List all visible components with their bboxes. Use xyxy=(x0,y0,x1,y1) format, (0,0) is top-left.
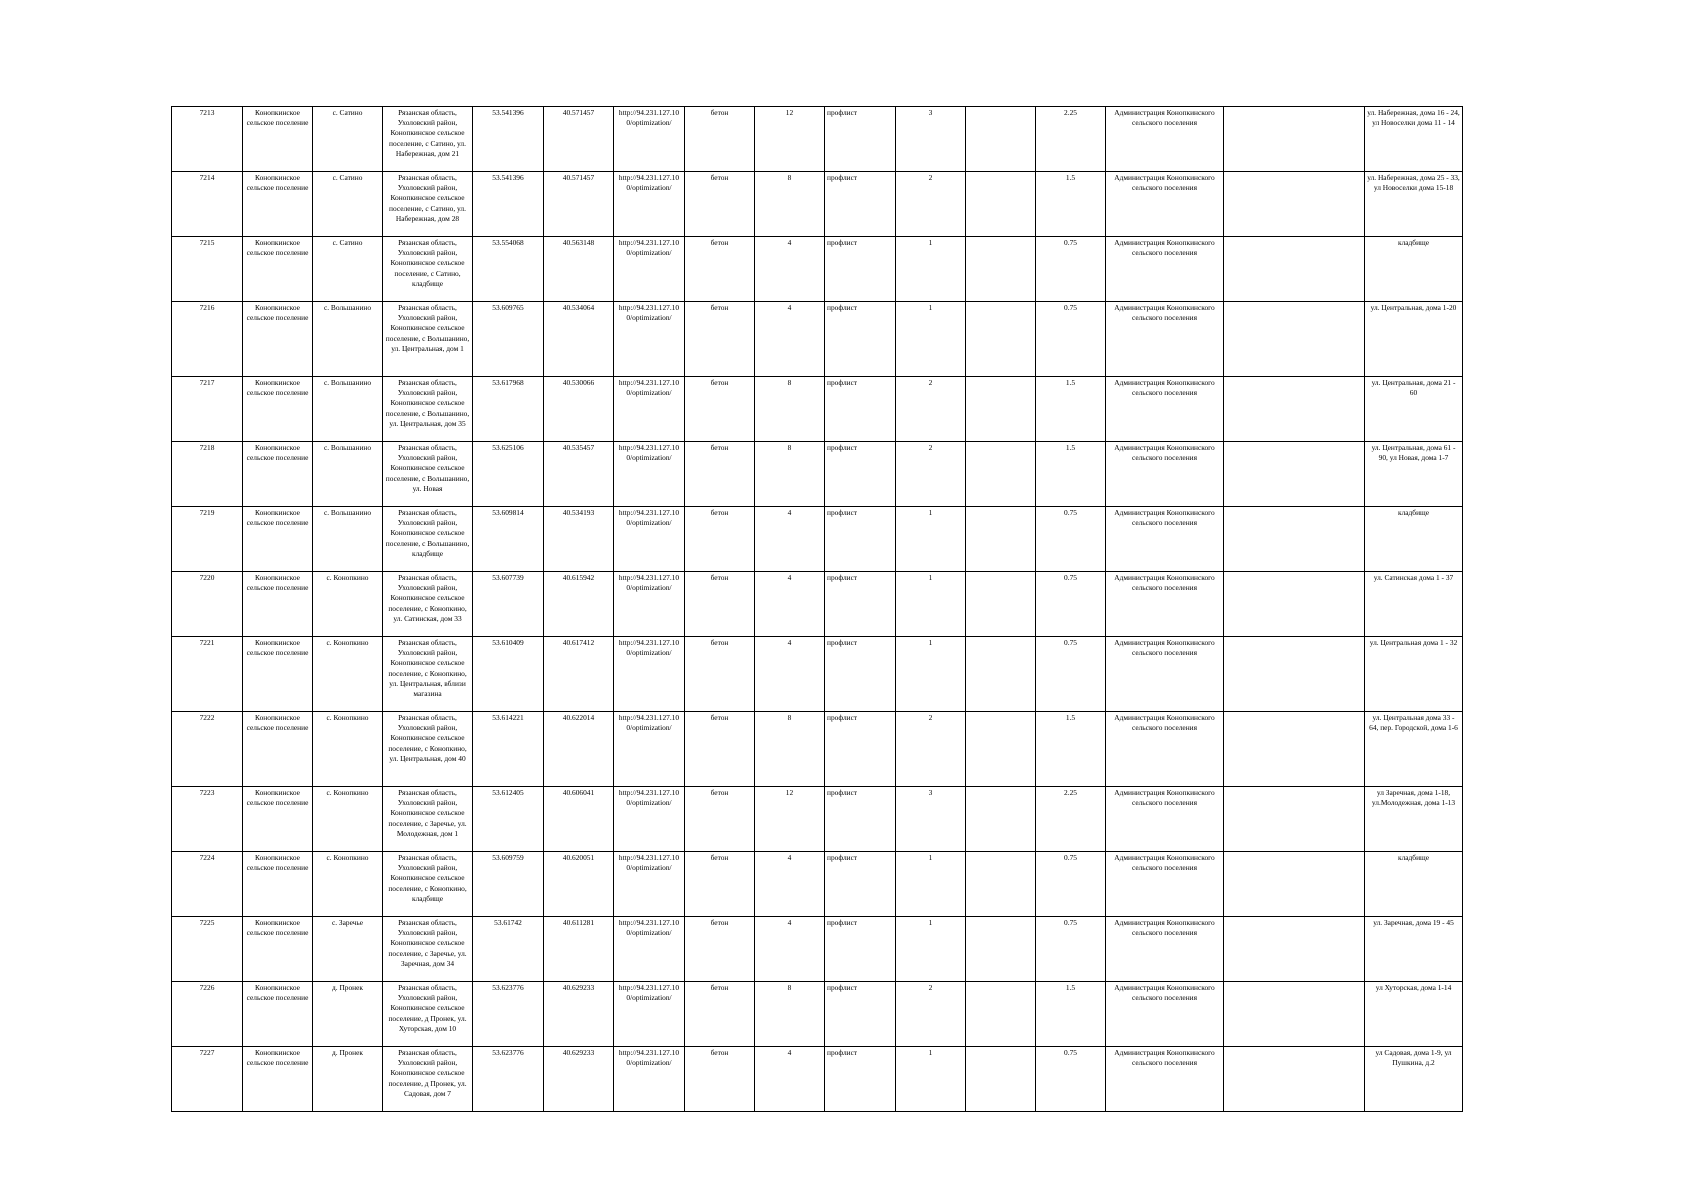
cell-surface: бетон xyxy=(685,107,755,172)
cell-area: 12 xyxy=(755,787,825,852)
cell-area: 4 xyxy=(755,637,825,712)
cell-latitude: 53.541396 xyxy=(473,172,544,237)
cell-empty xyxy=(1224,172,1365,237)
cell-empty xyxy=(966,172,1036,237)
cell-village: с. Конопкино xyxy=(313,712,383,787)
cell-owner: Администрация Конопкинского сельского поселения xyxy=(1106,712,1224,787)
cell-served: ул Садовая, дома 1-9, ул Пушкина, д.2 xyxy=(1365,1047,1463,1112)
cell-village: с. Конопкино xyxy=(313,572,383,637)
cell-number: 7227 xyxy=(172,1047,243,1112)
cell-empty xyxy=(1224,507,1365,572)
cell-latitude: 53.554068 xyxy=(473,237,544,302)
cell-settlement: Конопкинское сельское поселение xyxy=(243,302,313,377)
cell-latitude: 53.612405 xyxy=(473,787,544,852)
cell-number: 7216 xyxy=(172,302,243,377)
cell-area: 8 xyxy=(755,172,825,237)
cell-served: ул. Центральная, дома 61 - 90, ул Новая, дома 1-7 xyxy=(1365,442,1463,507)
cell-latitude: 53.61742 xyxy=(473,917,544,982)
cell-settlement: Конопкинское сельское поселение xyxy=(243,237,313,302)
cell-longitude: 40.530066 xyxy=(544,377,614,442)
table-row xyxy=(172,302,1463,377)
cell-empty xyxy=(1224,917,1365,982)
cell-area: 8 xyxy=(755,982,825,1047)
cell-area: 8 xyxy=(755,377,825,442)
cell-settlement: Конопкинское сельское поселение xyxy=(243,107,313,172)
cell-empty xyxy=(966,712,1036,787)
cell-village: с. Вольшанино xyxy=(313,442,383,507)
cell-empty xyxy=(966,1047,1036,1112)
cell-settlement: Конопкинское сельское поселение xyxy=(243,712,313,787)
cell-served: кладбище xyxy=(1365,237,1463,302)
cell-containers: 2 xyxy=(896,172,966,237)
cell-latitude: 53.614221 xyxy=(473,712,544,787)
cell-empty xyxy=(966,917,1036,982)
table-row xyxy=(172,787,1463,852)
cell-longitude: 40.617412 xyxy=(544,637,614,712)
cell-empty xyxy=(966,377,1036,442)
cell-surface: бетон xyxy=(685,917,755,982)
cell-latitude: 53.610409 xyxy=(473,637,544,712)
cell-empty xyxy=(1224,787,1365,852)
cell-longitude: 40.571457 xyxy=(544,107,614,172)
cell-volume: 0.75 xyxy=(1036,237,1106,302)
cell-settlement: Конопкинское сельское поселение xyxy=(243,1047,313,1112)
cell-area: 4 xyxy=(755,302,825,377)
cell-served: кладбище xyxy=(1365,507,1463,572)
cell-latitude: 53.623776 xyxy=(473,982,544,1047)
cell-volume: 1.5 xyxy=(1036,172,1106,237)
cell-empty xyxy=(966,637,1036,712)
cell-village: с. Конопкино xyxy=(313,787,383,852)
cell-cover: профлист xyxy=(825,787,896,852)
cell-containers: 1 xyxy=(896,237,966,302)
cell-link[interactable]: http://94.231.127.10 0/optimization/ xyxy=(614,637,685,712)
cell-number: 7219 xyxy=(172,507,243,572)
cell-owner: Администрация Конопкинского сельского поселения xyxy=(1106,982,1224,1047)
cell-served: ул. Набережная, дома 16 - 24, ул Новоселки дома 11 - 14 xyxy=(1365,107,1463,172)
cell-latitude: 53.607739 xyxy=(473,572,544,637)
cell-number: 7225 xyxy=(172,917,243,982)
cell-village: с. Вольшанино xyxy=(313,302,383,377)
cell-link[interactable]: http://94.231.127.10 0/optimization/ xyxy=(614,237,685,302)
cell-cover: профлист xyxy=(825,917,896,982)
cell-cover: профлист xyxy=(825,712,896,787)
cell-owner: Администрация Конопкинского сельского поселения xyxy=(1106,107,1224,172)
cell-link[interactable]: http://94.231.127.10 0/optimization/ xyxy=(614,712,685,787)
cell-number: 7217 xyxy=(172,377,243,442)
cell-empty xyxy=(1224,302,1365,377)
cell-longitude: 40.620051 xyxy=(544,852,614,917)
table-row xyxy=(172,572,1463,637)
cell-longitude: 40.571457 xyxy=(544,172,614,237)
cell-village: с. Вольшанино xyxy=(313,377,383,442)
cell-empty xyxy=(966,852,1036,917)
cell-latitude: 53.609814 xyxy=(473,507,544,572)
cell-village: с. Сатино xyxy=(313,172,383,237)
cell-longitude: 40.629233 xyxy=(544,1047,614,1112)
cell-cover: профлист xyxy=(825,637,896,712)
cell-empty xyxy=(1224,237,1365,302)
cell-empty xyxy=(1224,852,1365,917)
register-table-body xyxy=(172,107,1463,1112)
cell-containers: 2 xyxy=(896,982,966,1047)
table-row xyxy=(172,982,1463,1047)
cell-empty xyxy=(1224,1047,1365,1112)
cell-village: с. Вольшанино xyxy=(313,507,383,572)
cell-settlement: Конопкинское сельское поселение xyxy=(243,442,313,507)
cell-number: 7215 xyxy=(172,237,243,302)
cell-longitude: 40.622014 xyxy=(544,712,614,787)
cell-area: 4 xyxy=(755,572,825,637)
cell-surface: бетон xyxy=(685,172,755,237)
cell-latitude: 53.625106 xyxy=(473,442,544,507)
cell-containers: 1 xyxy=(896,1047,966,1112)
cell-volume: 2.25 xyxy=(1036,107,1106,172)
cell-settlement: Конопкинское сельское поселение xyxy=(243,982,313,1047)
cell-surface: бетон xyxy=(685,637,755,712)
cell-link[interactable]: http://94.231.127.10 0/optimization/ xyxy=(614,442,685,507)
cell-longitude: 40.606041 xyxy=(544,787,614,852)
cell-settlement: Конопкинское сельское поселение xyxy=(243,852,313,917)
cell-surface: бетон xyxy=(685,507,755,572)
table-row xyxy=(172,637,1463,712)
cell-settlement: Конопкинское сельское поселение xyxy=(243,917,313,982)
cell-village: с. Сатино xyxy=(313,107,383,172)
cell-volume: 0.75 xyxy=(1036,917,1106,982)
cell-number: 7213 xyxy=(172,107,243,172)
cell-cover: профлист xyxy=(825,107,896,172)
cell-volume: 1.5 xyxy=(1036,442,1106,507)
cell-volume: 2.25 xyxy=(1036,787,1106,852)
cell-area: 4 xyxy=(755,237,825,302)
cell-link[interactable]: http://94.231.127.10 0/optimization/ xyxy=(614,917,685,982)
cell-empty xyxy=(1224,572,1365,637)
cell-number: 7223 xyxy=(172,787,243,852)
cell-containers: 1 xyxy=(896,302,966,377)
cell-village: с. Конопкино xyxy=(313,637,383,712)
cell-address: Рязанская область, Ухоловский район, Конопкинское сельское поселение, с Заречье, ул. Молодежная, дом 1 xyxy=(383,787,473,852)
cell-empty xyxy=(966,302,1036,377)
cell-cover: профлист xyxy=(825,302,896,377)
cell-longitude: 40.563148 xyxy=(544,237,614,302)
cell-settlement: Конопкинское сельское поселение xyxy=(243,572,313,637)
cell-latitude: 53.623776 xyxy=(473,1047,544,1112)
cell-volume: 1.5 xyxy=(1036,712,1106,787)
cell-address: Рязанская область, Ухоловский район, Конопкинское сельское поселение, с Вольшанино, ул. Центральная, дом 1 xyxy=(383,302,473,377)
cell-number: 7226 xyxy=(172,982,243,1047)
cell-containers: 1 xyxy=(896,572,966,637)
cell-owner: Администрация Конопкинского сельского поселения xyxy=(1106,507,1224,572)
cell-link[interactable]: http://94.231.127.10 0/optimization/ xyxy=(614,852,685,917)
cell-cover: профлист xyxy=(825,237,896,302)
cell-empty xyxy=(1224,442,1365,507)
cell-number: 7220 xyxy=(172,572,243,637)
cell-containers: 3 xyxy=(896,787,966,852)
cell-address: Рязанская область, Ухоловский район, Конопкинское сельское поселение, с Заречье, ул. Заречная, дом 34 xyxy=(383,917,473,982)
cell-longitude: 40.535457 xyxy=(544,442,614,507)
cell-owner: Администрация Конопкинского сельского поселения xyxy=(1106,302,1224,377)
table-row xyxy=(172,507,1463,572)
table-row xyxy=(172,917,1463,982)
cell-cover: профлист xyxy=(825,442,896,507)
cell-containers: 2 xyxy=(896,712,966,787)
table-row xyxy=(172,377,1463,442)
cell-latitude: 53.617968 xyxy=(473,377,544,442)
cell-containers: 1 xyxy=(896,637,966,712)
cell-village: с. Заречье xyxy=(313,917,383,982)
cell-area: 4 xyxy=(755,507,825,572)
cell-volume: 0.75 xyxy=(1036,302,1106,377)
table-row xyxy=(172,442,1463,507)
cell-empty xyxy=(966,107,1036,172)
cell-served: ул Заречная, дома 1-18, ул.Молодежная, дома 1-13 xyxy=(1365,787,1463,852)
cell-settlement: Конопкинское сельское поселение xyxy=(243,507,313,572)
cell-surface: бетон xyxy=(685,852,755,917)
cell-link[interactable]: http://94.231.127.10 0/optimization/ xyxy=(614,302,685,377)
cell-cover: профлист xyxy=(825,1047,896,1112)
cell-served: ул. Набережная, дома 25 - 33, ул Новоселки дома 15-18 xyxy=(1365,172,1463,237)
cell-area: 4 xyxy=(755,852,825,917)
cell-containers: 3 xyxy=(896,107,966,172)
cell-served: ул. Центральная, дома 1-20 xyxy=(1365,302,1463,377)
cell-owner: Администрация Конопкинского сельского поселения xyxy=(1106,852,1224,917)
cell-surface: бетон xyxy=(685,572,755,637)
cell-surface: бетон xyxy=(685,712,755,787)
cell-settlement: Конопкинское сельское поселение xyxy=(243,637,313,712)
cell-number: 7218 xyxy=(172,442,243,507)
cell-link[interactable]: http://94.231.127.10 0/optimization/ xyxy=(614,107,685,172)
table-row xyxy=(172,107,1463,172)
cell-containers: 1 xyxy=(896,917,966,982)
cell-address: Рязанская область, Ухоловский район, Конопкинское сельское поселение, с Сатино, ул. Набережная, дом 21 xyxy=(383,107,473,172)
cell-address: Рязанская область, Ухоловский район, Конопкинское сельское поселение, с Конопкино, ул. Сатинская, дом 33 xyxy=(383,572,473,637)
cell-cover: профлист xyxy=(825,572,896,637)
cell-address: Рязанская область, Ухоловский район, Конопкинское сельское поселение, с Сатино, ул. Набережная, дом 28 xyxy=(383,172,473,237)
cell-area: 8 xyxy=(755,712,825,787)
cell-link[interactable]: http://94.231.127.10 0/optimization/ xyxy=(614,377,685,442)
cell-served: ул Хуторская, дома 1-14 xyxy=(1365,982,1463,1047)
cell-cover: профлист xyxy=(825,377,896,442)
cell-surface: бетон xyxy=(685,787,755,852)
cell-address: Рязанская область, Ухоловский район, Конопкинское сельское поселение, с Конопкино, ул. Центральная, дом 40 xyxy=(383,712,473,787)
cell-village: с. Конопкино xyxy=(313,852,383,917)
cell-surface: бетон xyxy=(685,237,755,302)
cell-address: Рязанская область, Ухоловский район, Конопкинское сельское поселение, с Вольшанино, ул. Новая xyxy=(383,442,473,507)
cell-containers: 1 xyxy=(896,852,966,917)
table-row xyxy=(172,172,1463,237)
cell-volume: 0.75 xyxy=(1036,852,1106,917)
cell-surface: бетон xyxy=(685,1047,755,1112)
cell-number: 7222 xyxy=(172,712,243,787)
cell-longitude: 40.611281 xyxy=(544,917,614,982)
cell-cover: профлист xyxy=(825,852,896,917)
cell-owner: Администрация Конопкинского сельского поселения xyxy=(1106,787,1224,852)
cell-owner: Администрация Конопкинского сельского поселения xyxy=(1106,442,1224,507)
cell-volume: 0.75 xyxy=(1036,507,1106,572)
cell-cover: профлист xyxy=(825,172,896,237)
cell-owner: Администрация Конопкинского сельского поселения xyxy=(1106,917,1224,982)
table-row xyxy=(172,1047,1463,1112)
cell-latitude: 53.541396 xyxy=(473,107,544,172)
cell-empty xyxy=(966,982,1036,1047)
cell-owner: Администрация Конопкинского сельского поселения xyxy=(1106,172,1224,237)
cell-link[interactable]: http://94.231.127.10 0/optimization/ xyxy=(614,572,685,637)
cell-cover: профлист xyxy=(825,507,896,572)
cell-area: 4 xyxy=(755,1047,825,1112)
cell-number: 7221 xyxy=(172,637,243,712)
cell-surface: бетон xyxy=(685,982,755,1047)
cell-link[interactable]: http://94.231.127.10 0/optimization/ xyxy=(614,172,685,237)
cell-area: 4 xyxy=(755,917,825,982)
cell-longitude: 40.629233 xyxy=(544,982,614,1047)
cell-empty xyxy=(966,572,1036,637)
cell-latitude: 53.609765 xyxy=(473,302,544,377)
cell-empty xyxy=(1224,637,1365,712)
cell-owner: Администрация Конопкинского сельского поселения xyxy=(1106,377,1224,442)
cell-link[interactable]: http://94.231.127.10 0/optimization/ xyxy=(614,982,685,1047)
cell-containers: 2 xyxy=(896,442,966,507)
cell-address: Рязанская область, Ухоловский район, Конопкинское сельское поселение, с Вольшанино, ул. Центральная, дом 35 xyxy=(383,377,473,442)
cell-settlement: Конопкинское сельское поселение xyxy=(243,377,313,442)
cell-empty xyxy=(966,442,1036,507)
cell-village: с. Сатино xyxy=(313,237,383,302)
cell-volume: 0.75 xyxy=(1036,572,1106,637)
cell-served: ул. Центральная дома 33 - 64, пер. Городской, дома 1-6 xyxy=(1365,712,1463,787)
cell-link[interactable]: http://94.231.127.10 0/optimization/ xyxy=(614,787,685,852)
cell-served: ул. Центральная дома 1 - 32 xyxy=(1365,637,1463,712)
cell-empty xyxy=(1224,377,1365,442)
cell-address: Рязанская область, Ухоловский район, Конопкинское сельское поселение, с Вольшанино, кладбище xyxy=(383,507,473,572)
cell-cover: профлист xyxy=(825,982,896,1047)
cell-served: ул. Сатинская дома 1 - 37 xyxy=(1365,572,1463,637)
cell-owner: Администрация Конопкинского сельского поселения xyxy=(1106,237,1224,302)
cell-number: 7214 xyxy=(172,172,243,237)
cell-served: ул. Центральная, дома 21 - 60 xyxy=(1365,377,1463,442)
cell-empty xyxy=(966,237,1036,302)
cell-containers: 2 xyxy=(896,377,966,442)
cell-longitude: 40.534064 xyxy=(544,302,614,377)
cell-latitude: 53.609759 xyxy=(473,852,544,917)
cell-empty xyxy=(1224,107,1365,172)
cell-link[interactable]: http://94.231.127.10 0/optimization/ xyxy=(614,1047,685,1112)
cell-empty xyxy=(966,787,1036,852)
cell-settlement: Конопкинское сельское поселение xyxy=(243,787,313,852)
cell-empty xyxy=(1224,982,1365,1047)
cell-owner: Администрация Конопкинского сельского поселения xyxy=(1106,637,1224,712)
register-table xyxy=(171,106,1463,1112)
cell-address: Рязанская область, Ухоловский район, Конопкинское сельское поселение, с Конопкино, кладбище xyxy=(383,852,473,917)
cell-area: 12 xyxy=(755,107,825,172)
cell-containers: 1 xyxy=(896,507,966,572)
cell-owner: Администрация Конопкинского сельского поселения xyxy=(1106,572,1224,637)
cell-owner: Администрация Конопкинского сельского поселения xyxy=(1106,1047,1224,1112)
cell-area: 8 xyxy=(755,442,825,507)
cell-address: Рязанская область, Ухоловский район, Конопкинское сельское поселение, с Сатино, кладбище xyxy=(383,237,473,302)
cell-number: 7224 xyxy=(172,852,243,917)
cell-volume: 0.75 xyxy=(1036,1047,1106,1112)
cell-village: д. Пронек xyxy=(313,1047,383,1112)
table-row xyxy=(172,237,1463,302)
cell-served: кладбище xyxy=(1365,852,1463,917)
cell-volume: 0.75 xyxy=(1036,637,1106,712)
cell-address: Рязанская область, Ухоловский район, Конопкинское сельское поселение, д Пронек, ул. Садовая, дом 7 xyxy=(383,1047,473,1112)
cell-empty xyxy=(966,507,1036,572)
cell-surface: бетон xyxy=(685,302,755,377)
table-row xyxy=(172,712,1463,787)
cell-longitude: 40.615942 xyxy=(544,572,614,637)
cell-longitude: 40.534193 xyxy=(544,507,614,572)
cell-link[interactable]: http://94.231.127.10 0/optimization/ xyxy=(614,507,685,572)
cell-address: Рязанская область, Ухоловский район, Конопкинское сельское поселение, д Пронек, ул. Хуторская, дом 10 xyxy=(383,982,473,1047)
table-row xyxy=(172,852,1463,917)
cell-volume: 1.5 xyxy=(1036,377,1106,442)
cell-village: д. Пронек xyxy=(313,982,383,1047)
cell-surface: бетон xyxy=(685,377,755,442)
cell-settlement: Конопкинское сельское поселение xyxy=(243,172,313,237)
cell-served: ул. Заречная, дома 19 - 45 xyxy=(1365,917,1463,982)
cell-volume: 1.5 xyxy=(1036,982,1106,1047)
cell-surface: бетон xyxy=(685,442,755,507)
cell-empty xyxy=(1224,712,1365,787)
cell-address: Рязанская область, Ухоловский район, Конопкинское сельское поселение, с Конопкино, ул. Центральная, вблизи магазина xyxy=(383,637,473,712)
